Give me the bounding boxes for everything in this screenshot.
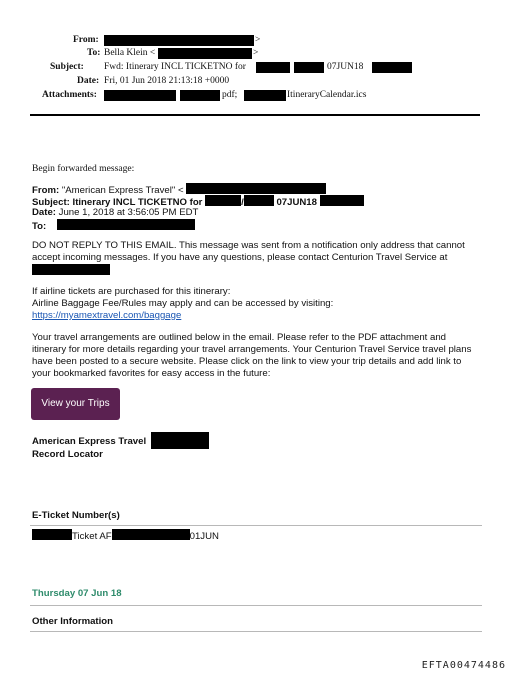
ticket-label: Ticket AF xyxy=(72,531,112,542)
redacted-block xyxy=(244,195,274,206)
redacted-block xyxy=(112,529,190,540)
other-info-divider xyxy=(30,631,482,632)
fwd-date-label: Date: xyxy=(32,207,56,218)
redacted-block xyxy=(244,90,286,101)
view-trips-button[interactable]: View your Trips xyxy=(31,388,120,420)
eticket-heading: E-Ticket Number(s) xyxy=(32,510,120,521)
no-reply-notice xyxy=(32,240,482,278)
agency-block xyxy=(32,432,482,461)
redacted-block xyxy=(205,195,241,206)
agency-name: American Express Travel xyxy=(32,436,147,447)
airline-line-1: If airline tickets are purchased for this itinerary: xyxy=(32,286,231,297)
date-value: Fri, 01 Jun 2018 21:13:18 +0000 xyxy=(104,76,230,86)
fwd-from-label: From: xyxy=(32,185,60,196)
document-id: EFTA00474486 xyxy=(421,660,506,671)
day-heading: Thursday 07 Jun 18 xyxy=(32,588,122,599)
fwd-subject-value: Itinerary INCL TICKETNO for xyxy=(72,197,203,208)
redacted-block xyxy=(158,48,252,59)
fwd-subject-date: 07JUN18 xyxy=(276,197,317,208)
from-label: From: xyxy=(73,35,99,45)
fwd-subject-slash: / xyxy=(241,197,244,208)
redacted-block xyxy=(256,62,290,73)
baggage-link[interactable]: https://myamextravel.com/baggage xyxy=(32,310,182,321)
to-label: To: xyxy=(87,48,101,58)
fwd-subject-label: Subject: xyxy=(32,197,70,208)
airline-line-2: Airline Baggage Fee/Rules may apply and can be accessed by visiting: xyxy=(32,298,334,309)
arrangements-text: Your travel arrangements are outlined below in the email. Please refer to the PDF attachment and itinerary for more details regarding your travel arrangements. Your Centurion Travel Service travel plans have been posted to a secure website. Please click on the link to view your trip details and add link to your bookmarked favorites for easy access in the future: xyxy=(32,332,472,379)
to-value-end: > xyxy=(253,48,259,58)
day-divider xyxy=(30,605,482,606)
other-info-heading: Other Information xyxy=(32,616,114,627)
record-locator-label: Record Locator xyxy=(32,449,103,460)
redacted-block xyxy=(294,62,324,73)
redacted-block xyxy=(372,62,412,73)
redacted-block xyxy=(104,35,254,46)
redacted-block xyxy=(186,183,326,194)
ticket-row xyxy=(32,529,482,543)
fwd-to-label: To: xyxy=(32,221,47,232)
notice-text: DO NOT REPLY TO THIS EMAIL. This message was sent from a notification only address that cannot accept incoming messages. If you have any questions, please contact Centurion Travel Service at xyxy=(32,240,465,263)
redacted-block xyxy=(320,195,364,206)
fwd-date-value: June 1, 2018 at 3:56:05 PM EDT xyxy=(58,207,199,218)
to-value: Bella Klein < xyxy=(104,48,156,58)
forward-intro: Begin forwarded message: xyxy=(32,163,135,174)
from-value: > xyxy=(255,35,261,45)
redacted-block xyxy=(180,90,220,101)
airline-info xyxy=(32,286,482,322)
redacted-block xyxy=(104,90,176,101)
redacted-block xyxy=(32,264,110,275)
redacted-block xyxy=(57,219,195,230)
subject-value: Fwd: Itinerary INCL TICKETNO for xyxy=(104,62,246,72)
ticket-date: 01JUN xyxy=(189,531,219,542)
attachment-ics[interactable]: ItineraryCalendar.ics xyxy=(287,90,367,100)
redacted-block xyxy=(32,529,72,540)
date-label: Date: xyxy=(77,76,100,86)
subject-label: Subject: xyxy=(50,62,84,72)
attachment-pdf[interactable]: pdf; xyxy=(222,90,238,100)
fwd-from-value: "American Express Travel" < xyxy=(61,185,184,196)
header-divider xyxy=(30,114,480,116)
attachments-label: Attachments: xyxy=(42,90,97,100)
eticket-divider xyxy=(30,525,482,526)
redacted-block xyxy=(151,432,209,449)
subject-date: 07JUN18 xyxy=(327,62,364,72)
